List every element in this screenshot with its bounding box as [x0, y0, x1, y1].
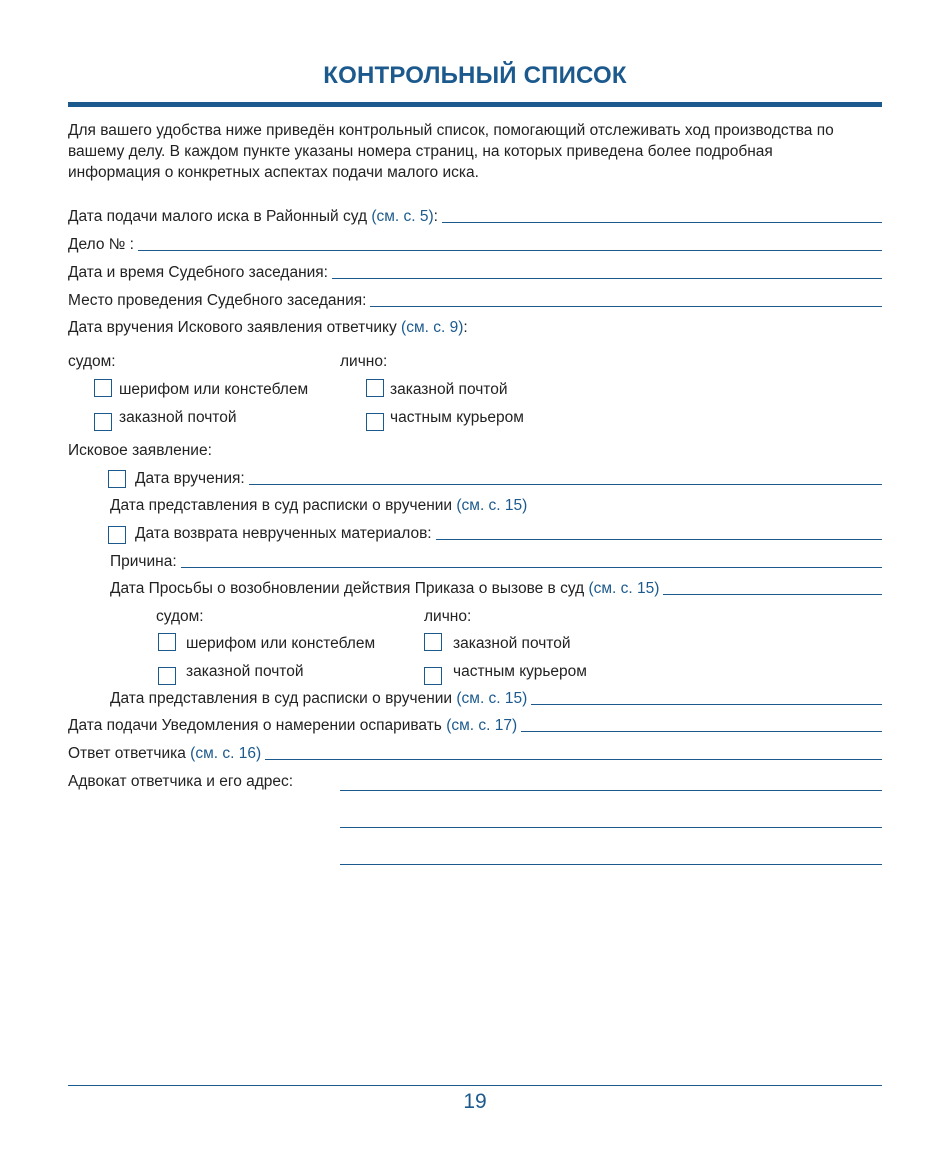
option-private-courier: частным курьером	[390, 409, 524, 426]
delivery-date-label: Дата вручения:	[135, 470, 245, 487]
checkbox-private-courier[interactable]	[366, 413, 384, 431]
by-court-heading: судом:	[68, 353, 116, 370]
page-ref: (см. с. 15)	[588, 580, 660, 597]
returned-date-label: Дата возврата неврученных материалов:	[135, 525, 432, 542]
option-court-registered-mail: заказной почтой	[119, 409, 237, 426]
personally-heading: лично:	[340, 353, 388, 370]
delivery-date-blank[interactable]	[249, 483, 882, 485]
defendant-response-field[interactable]	[68, 745, 882, 763]
checkbox-delivery-date[interactable]	[108, 470, 126, 488]
attorney-line-3[interactable]	[340, 864, 882, 865]
filing-date-blank[interactable]	[442, 221, 882, 223]
checkbox-personal-registered-mail-2[interactable]	[424, 633, 442, 651]
service-date-label: Дата вручения Искового заявления ответчику (см. с. 9):	[68, 319, 468, 336]
filing-date-label: Дата подачи малого иска в Районный суд (см. с. 5):	[68, 208, 438, 225]
checkbox-returned-materials[interactable]	[108, 526, 126, 544]
attorney-label: Адвокат ответчика и его адрес:	[68, 773, 294, 790]
notice-intent-field[interactable]	[68, 717, 882, 735]
page-number: 19	[463, 1090, 487, 1113]
option-private-courier-2: частным курьером	[453, 663, 587, 680]
filing-date-field[interactable]	[68, 208, 882, 226]
renewal-request-blank[interactable]	[663, 593, 882, 595]
option-personal-registered-mail-2: заказной почтой	[453, 635, 571, 652]
renewal-request-field[interactable]	[110, 580, 882, 598]
hearing-place-label: Место проведения Судебного заседания:	[68, 292, 367, 309]
attorney-line-2[interactable]	[340, 827, 882, 828]
notice-intent-blank[interactable]	[521, 730, 882, 732]
checkbox-sheriff-constable[interactable]	[94, 379, 112, 397]
attorney-line-1[interactable]	[340, 790, 882, 791]
page-ref: (см. с. 15)	[456, 497, 528, 514]
defendant-response-blank[interactable]	[265, 758, 882, 760]
hearing-datetime-label: Дата и время Судебного заседания:	[68, 264, 328, 281]
footer-rule	[68, 1085, 882, 1086]
proof-filed-2-label: Дата представления в суд расписки о вручении (см. с. 15)	[110, 690, 528, 707]
notice-intent-label: Дата подачи Уведомления о намерении оспаривать (см. с. 17)	[68, 717, 518, 734]
page-ref: (см. с. 16)	[190, 745, 262, 762]
case-number-label: Дело № :	[68, 236, 134, 253]
option-sheriff-constable: шерифом или констеблем	[119, 381, 309, 398]
reason-field[interactable]	[110, 553, 882, 571]
proof-filed-2-field[interactable]	[110, 690, 882, 708]
returned-date-blank[interactable]	[436, 538, 882, 540]
checkbox-court-registered-mail-2[interactable]	[158, 667, 176, 685]
proof-filed-label: Дата представления в суд расписки о вручении (см. с. 15)	[110, 497, 528, 514]
reason-blank[interactable]	[181, 566, 882, 568]
by-court-heading-2: судом:	[156, 608, 204, 625]
personally-heading-2: лично:	[424, 608, 472, 625]
intro-paragraph: Для вашего удобства ниже приведён контрольный список, помогающий отслеживать ход производства по вашему делу. В каждом пункте указаны номера страниц, на которых приведена более подробная информация о конкретных аспектах подачи малого иска.	[68, 122, 834, 181]
defendant-response-label: Ответ ответчика (см. с. 16)	[68, 745, 262, 762]
reason-label: Причина:	[110, 553, 177, 570]
option-personal-registered-mail: заказной почтой	[390, 381, 508, 398]
returned-date-field[interactable]	[135, 525, 882, 543]
renewal-request-label: Дата Просьбы о возобновлении действия Приказа о вызове в суд (см. с. 15)	[110, 580, 660, 597]
proof-filed-2-blank[interactable]	[531, 703, 882, 705]
page-title: КОНТРОЛЬНЫЙ СПИСОК	[323, 62, 627, 89]
hearing-place-blank[interactable]	[370, 305, 882, 307]
delivery-date-field[interactable]	[135, 470, 882, 488]
option-sheriff-constable-2: шерифом или констеблем	[186, 635, 376, 652]
hearing-datetime-field[interactable]	[68, 264, 882, 282]
checkbox-sheriff-constable-2[interactable]	[158, 633, 176, 651]
title-rule	[68, 102, 882, 107]
page-ref: (см. с. 9)	[401, 319, 464, 336]
hearing-place-field[interactable]	[68, 292, 882, 310]
checkbox-personal-registered-mail[interactable]	[366, 379, 384, 397]
case-number-blank[interactable]	[138, 249, 882, 251]
hearing-datetime-blank[interactable]	[332, 277, 882, 279]
option-court-registered-mail-2: заказной почтой	[186, 663, 304, 680]
page-ref: (см. с. 17)	[446, 717, 518, 734]
case-number-field[interactable]	[68, 236, 882, 254]
claim-heading: Исковое заявление:	[68, 442, 212, 459]
page-ref: (см. с. 15)	[456, 690, 528, 707]
page-ref: (см. с. 5)	[371, 208, 434, 225]
checkbox-court-registered-mail[interactable]	[94, 413, 112, 431]
checkbox-private-courier-2[interactable]	[424, 667, 442, 685]
